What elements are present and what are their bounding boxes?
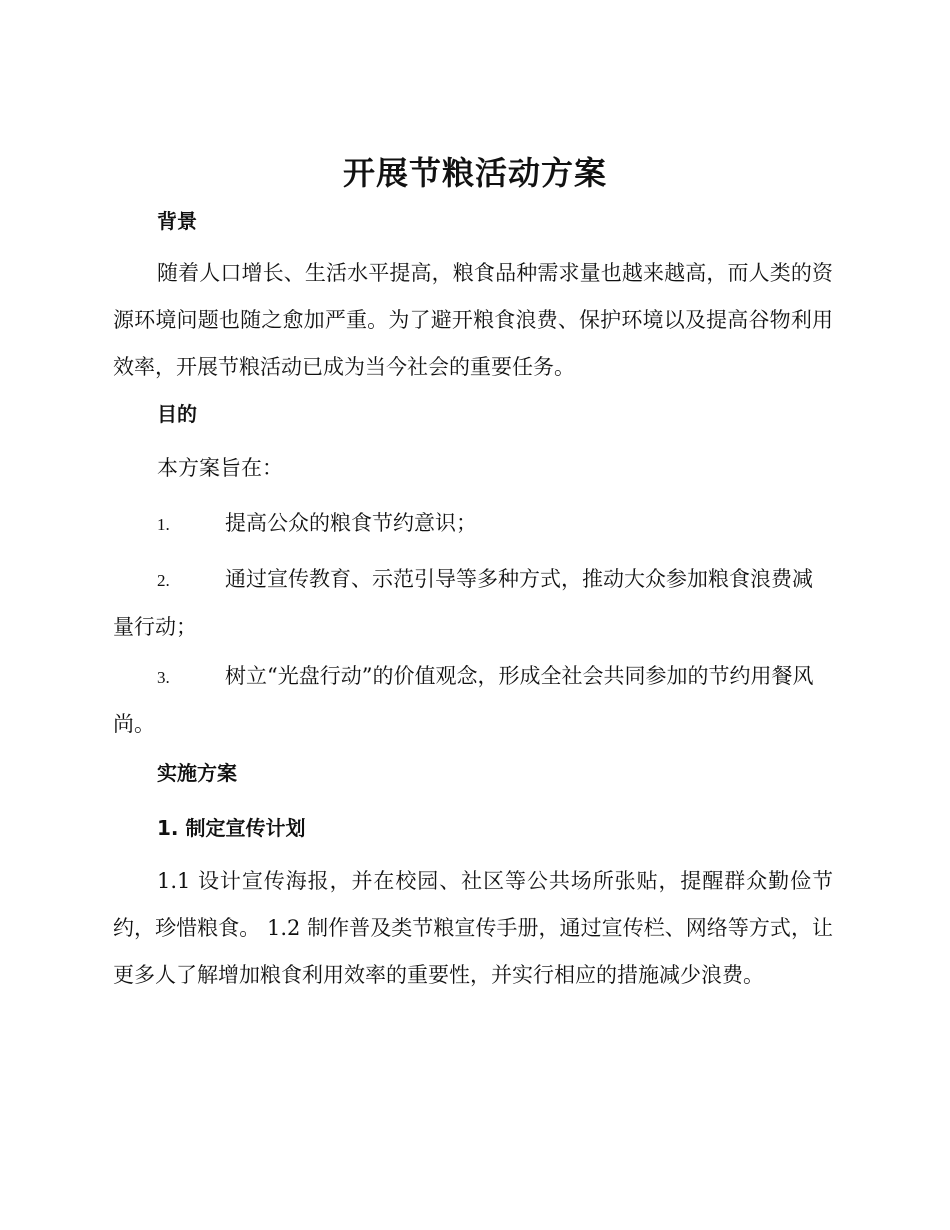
- purpose-list-item: [113, 556, 833, 651]
- plan-paragraph: 1.1 设计宣传海报，并在校园、社区等公共场所张贴，提醒群众勤俭节约，珍惜粮食。 1.2 制作普及类节粮宣传手册，通过宣传栏、网络等方式，让更多人了解增加粮食利用效率的重要性，并实行相应的措施减少浪费。: [113, 869, 833, 987]
- sub-heading-publicity-plan: 1. 制定宣传计划: [157, 816, 306, 840]
- purpose-list-item: [113, 653, 833, 748]
- purpose-intro: 本方案旨在：: [157, 456, 283, 480]
- purpose-list-item: [113, 500, 833, 548]
- list-item-text: 通过宣传教育、示范引导等多种方式，推动大众参加粮食浪费减量行动；: [113, 567, 813, 639]
- section-heading-background: 背景: [157, 209, 197, 233]
- list-item-number: 2.: [157, 571, 170, 590]
- list-item-number: 1.: [157, 515, 170, 534]
- section-heading-purpose: 目的: [157, 402, 197, 426]
- list-item-text: 树立“光盘行动”的价值观念，形成全社会共同参加的节约用餐风尚。: [113, 664, 814, 736]
- list-item-number: 3.: [157, 668, 170, 687]
- document-title: 开展节粮活动方案: [342, 154, 607, 192]
- section-heading-plan: 实施方案: [157, 761, 237, 785]
- list-item-text: 提高公众的粮食节约意识；: [225, 511, 477, 535]
- background-paragraph: 随着人口增长、生活水平提高，粮食品种需求量也越来越高，而人类的资源环境问题也随之愈加严重。为了避开粮食浪费、保护环境以及提高谷物利用效率，开展节粮活动已成为当今社会的重要任务。: [113, 261, 833, 379]
